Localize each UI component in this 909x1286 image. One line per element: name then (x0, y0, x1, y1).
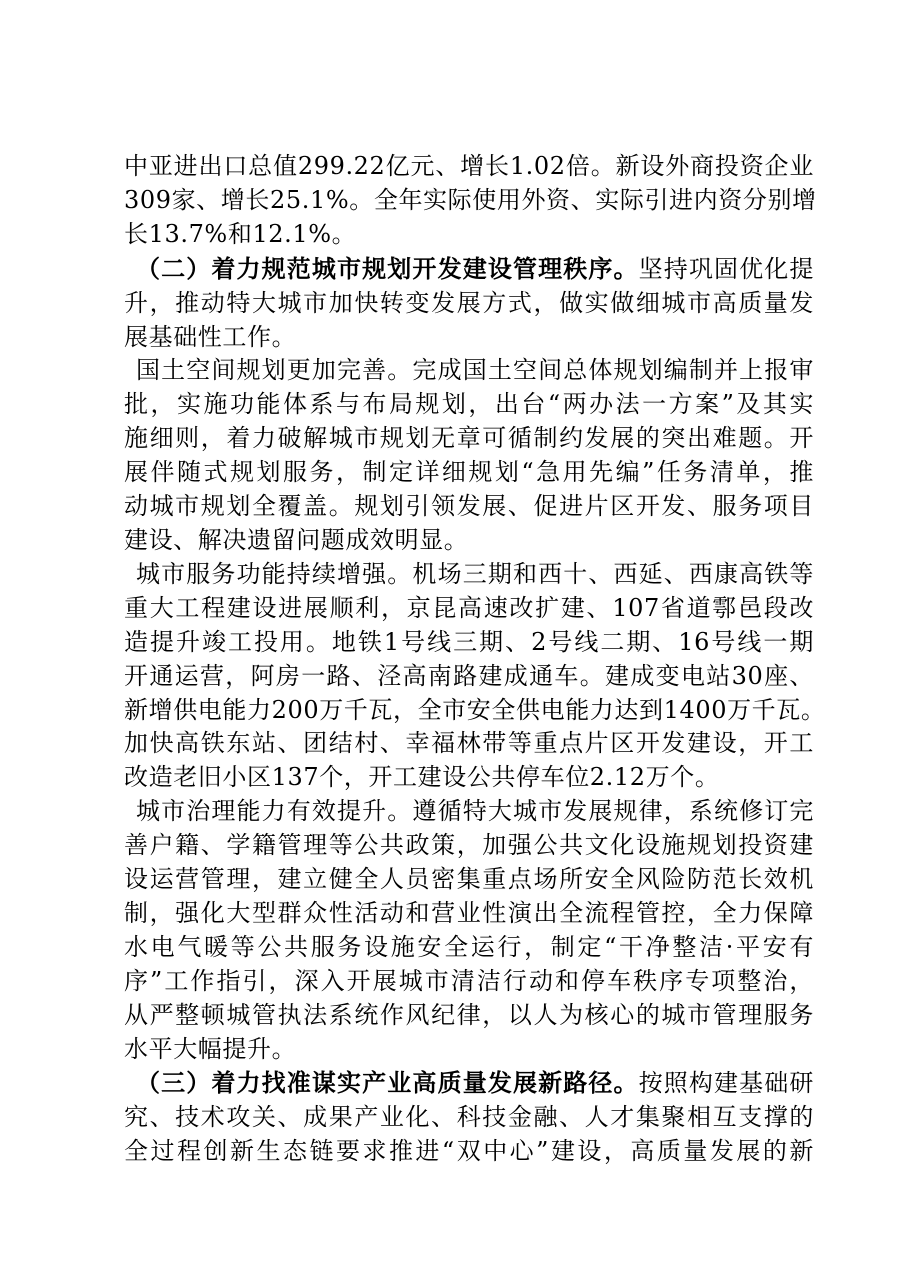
text-line: 水平大幅提升。 (124, 1034, 297, 1063)
text-line: 城市治理能力有效提升。遵循特大城市发展规律，系统修订完 (136, 797, 814, 826)
text-line: 制，强化大型群众性活动和营业性演出全流程管控，全力保障 (124, 898, 814, 927)
paragraph-city-services (124, 558, 826, 795)
section-heading: （三）着力找准谋实产业高质量发展新路径。 (136, 1068, 639, 1098)
text-line (124, 1066, 814, 1101)
text-line: 国土空间规划更加完善。完成国土空间总体规划编制并上报审 (136, 356, 814, 385)
text-line: 展基础性工作。 (124, 322, 297, 351)
text-line: 长13.7%和12.1%。 (124, 219, 357, 248)
paragraph-trade-stats (124, 150, 817, 252)
text-line: 造提升竣工投用。地铁1号线三期、2号线二期、16号线一期 (124, 627, 814, 656)
document-body (124, 150, 826, 1169)
text-line: 新增供电能力200万千瓦，全市安全供电能力达到1400万千瓦。 (124, 695, 826, 724)
text-line: 309家、增长25.1%。全年实际使用外资、实际引进内资分别增 (124, 185, 817, 214)
paragraph-section-three (124, 1066, 814, 1169)
text-line: 设运营管理，建立健全人员密集重点场所安全风险防范长效机 (124, 865, 814, 894)
text-line: 加快高铁东站、团结村、幸福林带等重点片区开发建设，开工 (124, 729, 814, 758)
text-line: 建设、解决遗留问题成效明显。 (124, 525, 469, 554)
text-fragment: 按照构建基础研 (638, 1069, 815, 1098)
paragraph-spatial-planning (124, 354, 814, 557)
text-line: 施细则，着力破解城市规划无章可循制约发展的突出难题。开 (124, 424, 814, 453)
text-line: 城市服务功能持续增强。机场三期和西十、西延、西康高铁等 (136, 559, 814, 588)
text-line: 水电气暖等公共服务设施安全运行，制定“干净整洁·平安有 (124, 932, 814, 961)
text-line (124, 252, 814, 287)
text-line: 善户籍、学籍管理等公共政策，加强公共文化设施规划投资建 (124, 831, 814, 860)
text-line: 批，实施功能体系与布局规划，出台“两办法一方案”及其实 (124, 390, 814, 419)
text-line: 重大工程建设进展顺利，京昆高速改扩建、107省道鄠邑段改 (124, 593, 814, 622)
section-heading: （二）着力规范城市规划开发建设管理秩序。 (136, 253, 639, 283)
text-line: 改造老旧小区137个，开工建设公共停车位2.12万个。 (124, 763, 720, 792)
text-line: 序”工作指引，深入开展城市清洁行动和停车秩序专项整治， (124, 966, 814, 995)
text-line: 展伴随式规划服务，制定详细规划“急用先编”任务清单，推 (124, 458, 814, 487)
text-line: 动城市规划全覆盖。规划引领发展、促进片区开发、服务项目 (124, 492, 814, 521)
text-line: 升，推动特大城市加快转变发展方式，做实做细城市高质量发 (124, 288, 814, 317)
text-line: 全过程创新生态链要求推进“双中心”建设，高质量发展的新 (124, 1137, 814, 1166)
paragraph-section-two (124, 252, 814, 355)
paragraph-city-governance (124, 795, 814, 1066)
text-line: 开通运营，阿房一路、泾高南路建成通车。建成变电站30座、 (124, 661, 814, 690)
text-line: 中亚进出口总值299.22亿元、增长1.02倍。新设外商投资企业 (124, 152, 814, 180)
text-fragment: 坚持巩固优化提 (638, 254, 815, 283)
text-line: 从严整顿城管执法系统作风纪律，以人为核心的城市管理服务 (124, 1000, 814, 1029)
text-line: 究、技术攻关、成果产业化、科技金融、人才集聚相互支撑的 (124, 1103, 814, 1132)
